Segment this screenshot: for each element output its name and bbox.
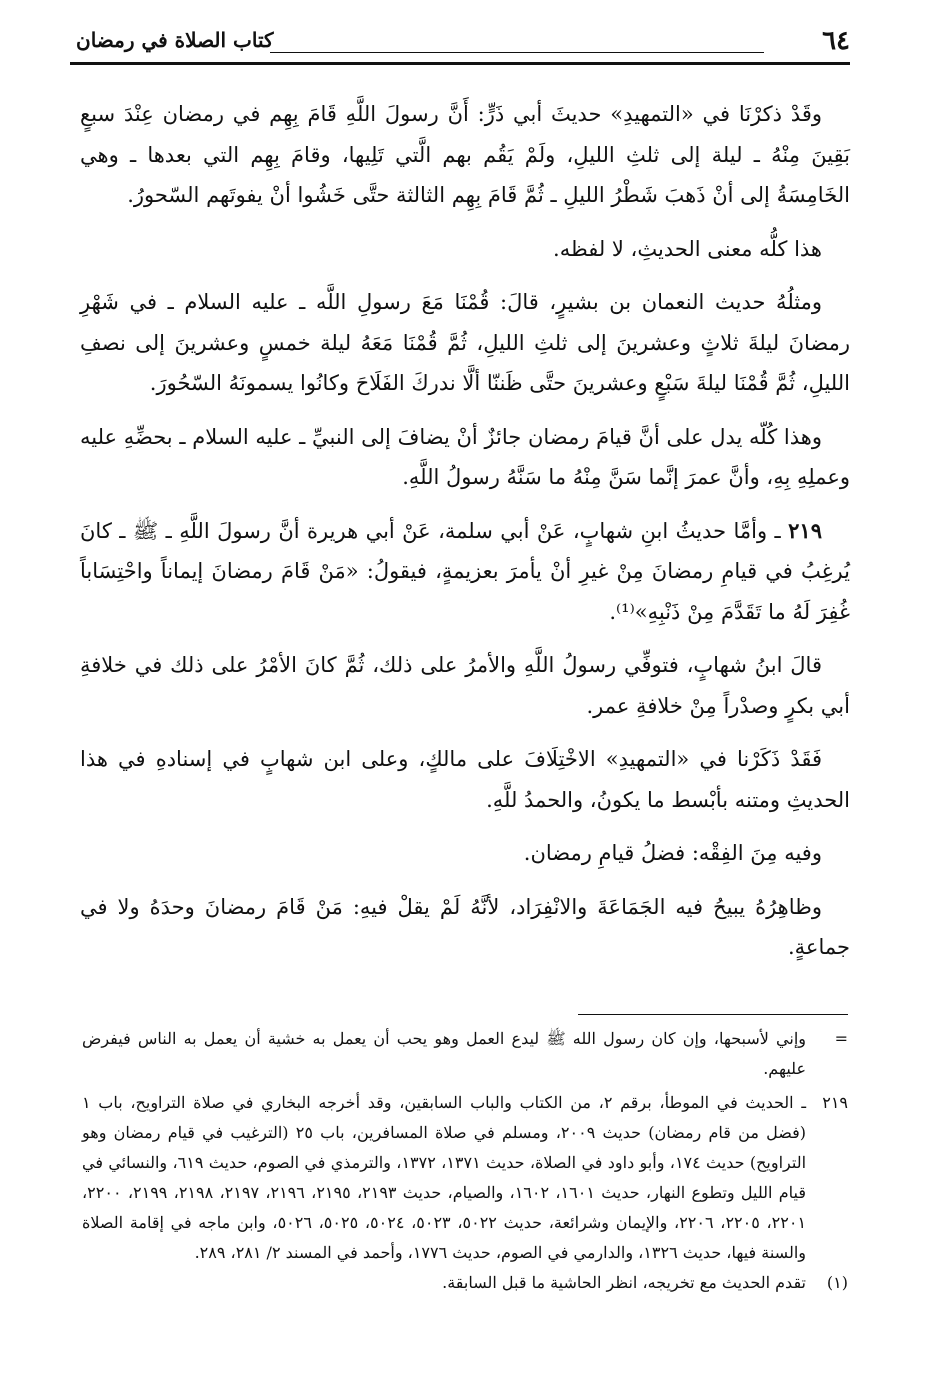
main-text	[80, 94, 850, 981]
continuation-mark: =	[834, 1029, 848, 1048]
footnotes	[82, 1024, 848, 1298]
paragraph: فَقَدْ ذَكَرْنا في «التمهيدِ» الاخْتِلَافَ على مالكٍ، وعلى ابن شهابٍ في إسنادهِ في هذا الحديثِ ومتنه بأبْسط ما يكونُ، والحمدُ للَّهِ.	[80, 747, 850, 812]
paragraph: وفيه مِنَ الفِقْه: فضلُ قيامِ رمضان.	[523, 841, 822, 865]
footnote-separator	[578, 1014, 848, 1015]
hadith-text: ـ وأمَّا حديثُ ابنِ شهابٍ، عَنْ أبي سلمة، عَنْ أبي هريرة أنَّ رسولَ اللَّهِ ـ ﷺ ـ كانَ يُرغِبُ في قيامِ رمضانَ مِنْ غيرِ أنْ يأمرَ بعزيمةٍ، فيقولُ: «مَنْ قَامَ رمضانَ إيماناً واحْتِسَاباً غُفِرَ لَهُ ما تَقَدَّمَ مِنْ ذَنْبِهِ»⁽¹⁾.	[80, 518, 850, 624]
paragraph: ومثلُهُ حديث النعمان بن بشيرٍ، قالَ: قُمْنَا مَعَ رسولِ اللَّه ـ عليه السلام ـ في شَهْرِ رمضانَ ليلةَ ثلاثٍ وعشرينَ إلى ثلثِ الليلِ، ثُمَّ قُمْنَا مَعَهُ ليلة خمسٍ وعشرينَ إلى نصفِ الليلِ، ثُمَّ قُمْنَا ليلةَ سَبْعٍ وعشرينَ حتَّى ظَننّا ألَّا ندركَ الفَلَاحَ وكانُوا يسمونَهُ السّحُورَ.	[80, 290, 850, 395]
footnote-1	[82, 1268, 848, 1298]
paragraph: وهذا كُلّه يدل على أنَّ قيامَ رمضان جائزٌ أنْ يضافَ إلى النبيِّ ـ عليه السلام ـ بحضِّهِ عليه وعملِهِ بِهِ، وأنَّ عمرَ إنَّما سَنَّ مِنْهُ ما سَنَّهُ رسولُ اللَّهِ.	[80, 424, 850, 489]
footnote-number: (١)	[826, 1273, 848, 1292]
running-header	[70, 22, 850, 66]
header-rule-thin	[270, 52, 764, 53]
paragraph: قالَ ابنُ شهابٍ، فتوفِّي رسولُ اللَّهِ والأمرُ على ذلك، ثُمَّ كانَ الأمْرُ على ذلك في خلافةِ أبي بكرٍ وصدْراً مِنْ خلافةِ عمر.	[80, 653, 850, 718]
paragraph: هذا كلُّه معنى الحديثِ، لا لفظه.	[553, 236, 822, 261]
header-rule-thick	[70, 62, 850, 65]
page-number: ٦٤	[822, 26, 850, 56]
hadith-number: ٢١٩	[788, 517, 822, 543]
footnote-text: ـ الحديث في الموطأ، برقم ٢، من الكتاب والباب السابقين، وقد أخرجه البخاري في صلاة التراويح، باب ١ (فضل من قام رمضان) حديث ٢٠٠٩، ومسلم في صلاة المسافرين، باب ٢٥ (الترغيب في قيام رمضان وهو التراويح) حديث ١٧٤، وأبو داود في الصلاة، حديث ١٣٧١، ١٣٧٢، والترمذي في الصوم، حديث ٦١٩، والنسائي في قيام الليل وتطوع النهار، حديث ١٦٠١، ١٦٠٢، والصيام، حديث ٢١٩٣، ٢١٩٥، ٢١٩٦، ٢١٩٧، ٢١٩٨، ٢١٩٩، ٢٢٠٠، ٢٢٠١، ٢٢٠٥، ٢٢٠٦، والإيمان وشرائعة، حديث ٥٠٢٢، ٥٠٢٣، ٥٠٢٤، ٥٠٢٥، ٥٠٢٦، وابن ماجه في إقامة الصلاة والسنة فيها، حديث ١٣٢٦، والدارمي في الصوم، حديث ١٧٧٦، وأحمد في المسند ٢/ ٢٨١، ٢٨٩.	[82, 1093, 807, 1262]
footnote-text: وإني لأسبحها، وإن كان رسول الله ﷺ ليدع العمل وهو يحب أن يعمل به خشية أن يعمل به الناس فيفرض عليهم.	[82, 1029, 807, 1078]
footnote-continued	[82, 1024, 848, 1084]
paragraph: وقَدْ ذكرْنَا في «التمهيدِ» حديثَ أبي ذَرٍّ: أَنَّ رسولَ اللَّهِ قَامَ بِهِم في رمضان عِنْدَ سبعٍ بَقِينَ مِنْهُ ـ ليلة إلى ثلثِ الليلِ، ولَمْ يَقُم بهم الَّتي تَلِيها، وقامَ بِهِم التي بعدها ـ وهي الخَامِسَةُ إلى أنْ ذَهبَ شَطْرُ الليلِ ـ ثُمَّ قَامَ بِهِم الثالثة حتَّى خَشُوا أنْ يفوتَهم السّحورُ.	[80, 102, 850, 207]
footnote-text: تقدم الحديث مع تخريجه، انظر الحاشية ما قبل السابقة.	[442, 1273, 806, 1292]
footnote-219	[82, 1088, 848, 1268]
footnote-number: ٢١٩	[822, 1093, 848, 1112]
hadith-paragraph	[80, 511, 850, 633]
running-title: كتاب الصلاة في رمضان	[76, 28, 274, 52]
paragraph: وظاهِرُهُ يبيحُ فيه الجَمَاعَةَ والانْفِرَاد، لأنَّهُ لَمْ يقلْ فيهِ: مَنْ قَامَ رمضانَ وحدَهُ ولا في جماعةٍ.	[80, 894, 850, 959]
